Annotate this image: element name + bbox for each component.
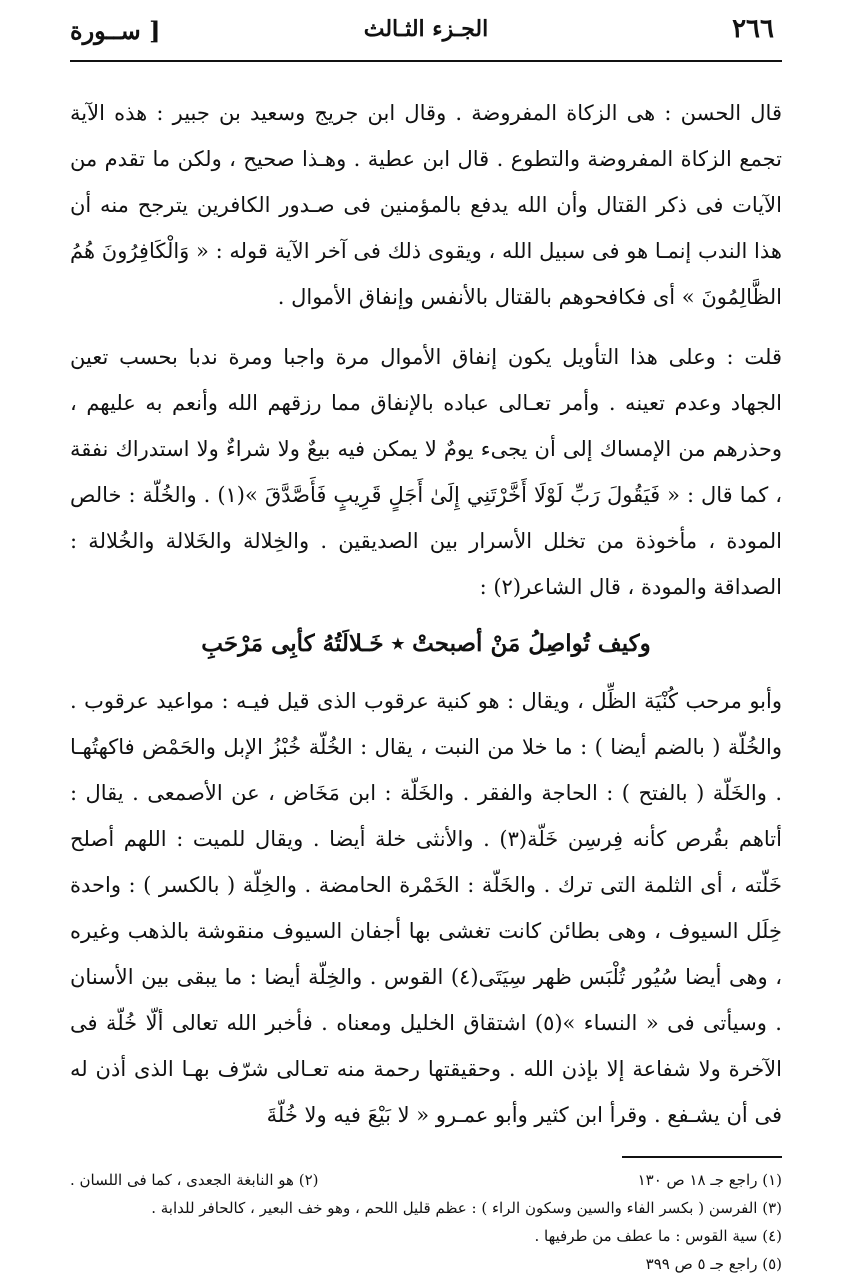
- footnote-2: (٢) هو النابغة الجعدى ، كما فى اللسان .: [70, 1171, 319, 1189]
- footnotes: [70, 1166, 782, 1278]
- paragraph-2: قلت : وعلى هذا التأويل يكون إنفاق الأموال مرة واجبا ومرة ندبا بحسب تعين الجهاد وعدم تعينه . وأمر تعـالى عباده بالإنفاق مما رزقهم الله وأنعم به عليهم ، وحذرهم من الإمساك إلى أن يجىء يومٌ لا يمكن فيه بيعٌ ولا شراءٌ ولا استدراك نفقة ، كما قال : « فَيَقُولَ رَبِّ لَوْلَا أَخَّرْتَنِي إِلَىٰ أَجَلٍ قَرِيبٍ فَأَصَّدَّقَ »(١) . والخُلّة : خالص المودة ، مأخوذة من تخلل الأسرار بين الصديقين . والخِلالة والخَلالة والخُلالة : الصداقة والمودة ، قال الشاعر(٢) :: [70, 345, 782, 599]
- paragraph-1: قال الحسن : هى الزكاة المفروضة . وقال ابن جريج وسعيد بن جبير : هذه الآية تجمع الزكاة المفروضة والتطوع . قال ابن عطية . وهـذا صحيح ، ولكن ما تقدم من الآيات فى ذكر القتال وأن الله يدفع بالمؤمنين فى صـدور الكافرين يترجح منه أن هذا الندب إنمـا هو فى سبيل الله ، ويقوى ذلك فى آخر الآية قوله : « وَالْكَافِرُونَ هُمُ الظَّالِمُونَ » أى فكافحوهم بالقتال بالأنفس وإنفاق الأموال .: [70, 101, 782, 309]
- footnote-row: [70, 1166, 782, 1194]
- footnote-5: (٥) راجع جـ ٥ ص ٣٩٩: [645, 1255, 782, 1273]
- footnote-divider: [622, 1156, 782, 1158]
- page-header: [70, 10, 782, 62]
- footnote-3: (٣) الفرسن ( بكسر الفاء والسين وسكون الراء ) : عظم قليل اللحم ، وهو خف البعير ، كالحافر للدابة .: [151, 1199, 782, 1217]
- poetry-verse: وكيف تُواصِلُ مَنْ أصبحتْ ٭ خَـلالَتُهُ كأبِى مَرْحَبِ: [201, 630, 651, 657]
- footnote-4: (٤) سية القوس : ما عطف من طرفيها .: [534, 1227, 782, 1245]
- main-text: [70, 90, 782, 1138]
- running-title: الجـزء الثـالث: [363, 16, 489, 42]
- footnote-1: (١) راجع جـ ١٨ ص ١٣٠: [637, 1171, 782, 1189]
- footnote-row: [70, 1222, 782, 1250]
- surah-tag: [ ســورة: [70, 16, 161, 45]
- paragraph-3: وأبو مرحب كُنْيَة الظِّل ، ويقال : هو كنية عرقوب الذى قيل فيـه : مواعيد عرقوب . والخُلّة ( بالضم أيضا ) : ما خلا من النبت ، يقال : الخُلّة خُبْزُ الإبل والحَمْض فاكهتُهـا . والخَلّة ( بالفتح ) : الحاجة والفقر . والخَلّة : ابن مَخَاض ، عن الأصمعى . يقال : أتاهم بقُرص كأنه فِرسِن خَلّة(٣) . والأنثى خلة أيضا . ويقال للميت : اللهم أصلح خَلّته ، أى الثلمة التى ترك . والخَلّة : الخَمْرة الحامضة . والخِلّة ( بالكسر ) : واحدة خِلَل السيوف ، وهى بطائن كانت تغشى بها أجفان السيوف منقوشة بالذهب وغيره ، وهى أيضا سُيُور تُلْبَس ظهر سِيَتَى(٤) القوس . والخِلّة أيضا : ما يبقى بين الأسنان . وسيأتى فى « النساء »(٥) اشتقاق الخليل ومعناه . فأخبر الله تعالى ألّا خُلّة فى الآخرة ولا شفاعة إلا بإذن الله . وحقيقتها رحمة منه تعـالى شرّف بهـا الذى أذن له فى أن يشـفع . وقرأ ابن كثير وأبو عمـرو « لا بَيْعَ فيه ولا خُلّةَ: [70, 689, 782, 1127]
- page-number: ٢٦٦: [732, 14, 774, 44]
- footnote-row: [70, 1250, 782, 1278]
